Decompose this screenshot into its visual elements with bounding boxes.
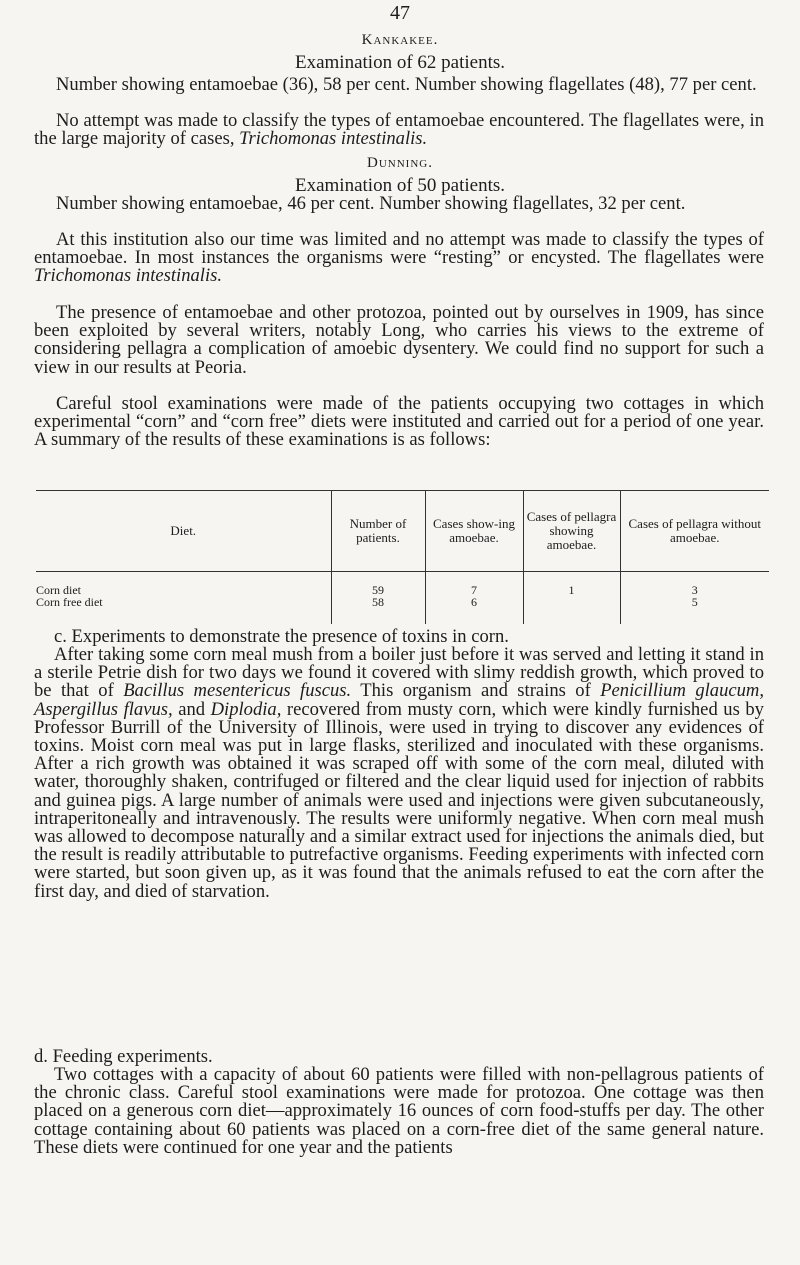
row-diet-label: Corn diet	[36, 583, 81, 597]
section-c-italic-2: Penicillium glaucum, Aspergillus flavus,	[34, 680, 765, 720]
dunning-p2-text: At this institution also our time was limited and no attempt was made to classify the types of entamoebae. In most instances the organisms were “resting” or encysted. The flagellates were	[34, 229, 764, 269]
section-c-text-4: recovered from musty corn, which were kindly furnished us by Professor Burrill of the University of Illinois, were used in trying to discover any evidences of toxins. Moist corn meal was put in large flasks, sterilized and inoculated with these organisms. After a rich growth was obtained it was scraped off with some of the corn meal, diluted with water, thoroughly shaken, contrifuged or filtered and the clear liquid used for injection of rabbits and guinea pigs. A large number of animals were used and injections were given subcutaneously, intraperitoneally and intravenously. The results were uniformly negative. When corn meal mush was allowed to decompose naturally and a similar extract used for injections the animals died, but the result is readily attributable to putrefactive organisms. Feeding experiments with infected corn were started, but soon given up, as it was found that the animals refused to eat the corn after the first day, and died of starvation.	[34, 698, 764, 902]
results-table	[36, 490, 769, 624]
section-d-body: Two cottages with a capacity of about 60 patients were filled with non-pellagrous patients of the chronic class. Careful stool examinations were made for protozoa. One cottage was then placed on a generous corn diet—approximately 16 ounces of corn food-stuffs per day. The other cottage containing about 60 patients was placed on a corn-free diet of the same general nature. These diets were continued for one year and the patients	[34, 1064, 764, 1158]
kankakee-paragraph-1: Number showing entamoebae (36), 58 per cent. Number showing flagellates (48), 77 per cent.	[56, 74, 757, 95]
row-pellagra-amoebae	[523, 596, 620, 624]
header-number-of-patients: Number of patients.	[331, 491, 425, 572]
table-row	[36, 572, 769, 597]
section-c-italic-1: Bacillus mesentericus fuscus.	[123, 680, 352, 702]
dunning-paragraph-3: The presence of entamoebae and other protozoa, pointed out by ourselves in 1909, has since been exploited by several writers, notably Long, who carries his views to the extreme of considering pellagra a complication of amoebic dysentery. We could find no support for such a view in our results at Peoria.	[34, 302, 764, 378]
dunning-p2-italic: Trichomonas intestinalis.	[34, 265, 223, 287]
kankakee-p2-italic: Trichomonas intestinalis.	[239, 128, 428, 150]
section-c-text-1: After taking some corn meal mush from a boiler just before it was served and letting it stand in a sterile Petrie dish for two days we found it covered with slimy reddish growth, which proved to be that of	[34, 644, 764, 702]
dunning-paragraph-2	[34, 231, 764, 286]
kankakee-paragraph-2	[34, 112, 764, 148]
section-c-text-3: and	[172, 698, 211, 720]
header-pellagra-without-amoebae: Cases of pellagra without amoebae.	[620, 491, 769, 572]
dunning-heading: Dunning.	[367, 155, 433, 171]
page-number: 47	[390, 2, 410, 24]
kankakee-p2-text: No attempt was made to classify the types of entamoebae encountered. The flagellates were, in the large majority of cases,	[34, 110, 764, 150]
row-patients: 59	[331, 572, 425, 597]
section-d-title: d. Feeding experiments.	[34, 1046, 213, 1067]
dunning-paragraph-4: Careful stool examinations were made of the patients occupying two cottages in which experimental “corn” and “corn free” diets were instituted and carried out for a period of one year. A summary of the results of these examinations is as follows:	[34, 393, 764, 451]
section-c-body	[34, 646, 764, 901]
kankakee-heading: Kankakee.	[361, 32, 439, 48]
table-header-row	[36, 491, 769, 572]
header-pellagra-showing-amoebae: Cases of pellagra showing amoebae.	[523, 491, 620, 572]
table-row	[36, 596, 769, 624]
row-pellagra-without: 3	[620, 572, 769, 597]
row-amoebae: 7	[425, 572, 523, 597]
kankakee-subheading: Examination of 62 patients.	[294, 52, 505, 73]
dunning-paragraph-1: Number showing entamoebae, 46 per cent. Number showing flagellates, 32 per cent.	[56, 193, 686, 214]
row-patients: 58	[331, 596, 425, 624]
header-cases-showing-amoebae: Cases show-ing amoebae.	[425, 491, 523, 572]
row-pellagra-amoebae: 1	[523, 572, 620, 597]
row-amoebae: 6	[425, 596, 523, 624]
section-c-title: c. Experiments to demonstrate the presence of toxins in corn.	[54, 626, 509, 647]
dunning-subheading: Examination of 50 patients.	[294, 175, 505, 196]
header-diet: Diet.	[170, 523, 197, 538]
section-c-italic-3: Diplodia,	[210, 698, 282, 720]
section-c-text-2: This organism and strains of	[351, 680, 601, 702]
row-diet-label: Corn free diet	[36, 595, 103, 609]
row-pellagra-without: 5	[620, 596, 769, 624]
